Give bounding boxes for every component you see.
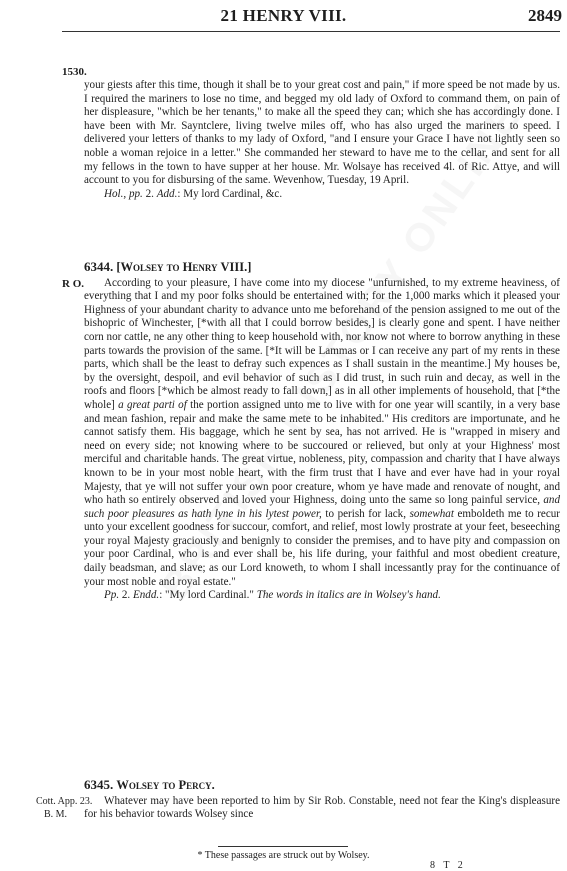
entry-6344-body: According to your pleasure, I have come into my diocese "unfurnished, to my extreme heaviness, of everything that I and my poor folks should be entertained with; for the 1,000 marks which it pleased your Highness of your abundant charity to advance unto me beforehand of the pension assigned to me out of the bishopric of Winchester, [*with all that I could borrow besides,] is clearly gone and spent. I have neither corn nor cattle, ne any other thing to keep household with, nor know not where to borrow anything in these parts towards the provision of the same. [*It will be Lammas or I can receive any part of my rents in these parts, which shall be the least to defray such expences as I shall sustain in the meantime.] My houses be, by the oversight, despoil, and evil behavior of such as I did trust, in such ruin and decay, as well in the roofs and floors [*which be almost ready to fall down,] as in all other implements of household, that [*the whole] a great parti of the portion assigned unto me to live with for one year will scantily, in a very base and mean fashion, repair and make the same mete to be inhabited." His creditors are importunate, and he cannot satisfy them. His baggage, which he sent by sea, has not arrived. He is "wrapped in misery and need on every side; not knowing where to be succoured or relieved, but only at your Highness' most merciful and charitable hands. The great virtue, nobleness, pity, compassion and charity that I have always known to be in your most noble heart, with the firm trust that I have and ever have had in your royal Majesty, that ye will not suffer your own poor creature, whom ye have made and renovate of nought, and who hath so entirely observed and loved your Highness, doing unto the same so long painful service, and such poor pleasures as hath lyne in his lytest power, to perish for lack, somewhat emboldeth me to recur unto your excellent goodness for succour, comfort, and relief, most lowly prostrate at your feet, beseeching your royal Majesty graciously and benignly to consider the premises, and to have pity and compassion on your poor Cardinal, who is and ever shall be, his life during, your faithful and most obedient creature, daily beadsman, and slave; as our Lord knoweth, to whom I shall incessantly pray for the continuance of your most noble and royal estate." xyxy=(84,276,560,588)
margin-bm: B. M. xyxy=(44,809,68,820)
signature-mark: 8 T 2 xyxy=(430,860,466,871)
footnote-rule xyxy=(218,846,348,847)
continuation-note: Hol., pp. 2. Add.: My lord Cardinal, &c. xyxy=(104,187,283,200)
entry-6344 xyxy=(84,260,560,603)
header-rule xyxy=(62,31,560,32)
entry-6345-heading: 6345. Wolsey to Percy. xyxy=(84,777,215,792)
continuation-text: your giests after this time, though it shall be to your great cost and pain," if more speed be not made by us. I required the mariners to lose no time, and begged my old lady of Oxford to command them, on pain of her displeasure, "which be her tenants," to make all the speed they can; which she has accordingly done. I have been with Mr. Sayntclere, living twelve miles off, who has also urged the mariners to speed. I delivered your letters of thanks to my lady of Oxford, "and I ensure your Grace I have not lightly seen so noble a woman rejoice in a letter." She commanded her steward to have me to the cellar, and sent for all my fellows in the town to have supper at her house. Mr. Wolsaye has received 4l. of Ric. Attye, and will account to you for disbursing of the same. Wevenhow, Tuesday, 19 April. xyxy=(84,79,560,187)
margin-ro: R O. xyxy=(62,278,84,290)
running-header-title: 21 HENRY VIII. xyxy=(220,6,347,25)
entry-6345-body: Whatever may have been reported to him by Sir Rob. Constable, need not fear the King's displeasure for his behavior towards Wolsey since xyxy=(84,794,560,821)
footnote: * These passages are struck out by Wolsey. xyxy=(197,850,370,861)
entry-6345 xyxy=(84,778,560,822)
entry-6344-note: Pp. 2. Endd.: "My lord Cardinal." The words in italics are in Wolsey's hand. xyxy=(104,589,441,602)
margin-cott: Cott. App. 23. xyxy=(36,796,93,807)
letter-continuation xyxy=(84,79,560,201)
entry-6344-heading: 6344. [Wolsey to Henry VIII.] xyxy=(84,259,252,274)
page-number: 2849 xyxy=(528,6,562,25)
margin-year: 1530. xyxy=(62,66,87,78)
